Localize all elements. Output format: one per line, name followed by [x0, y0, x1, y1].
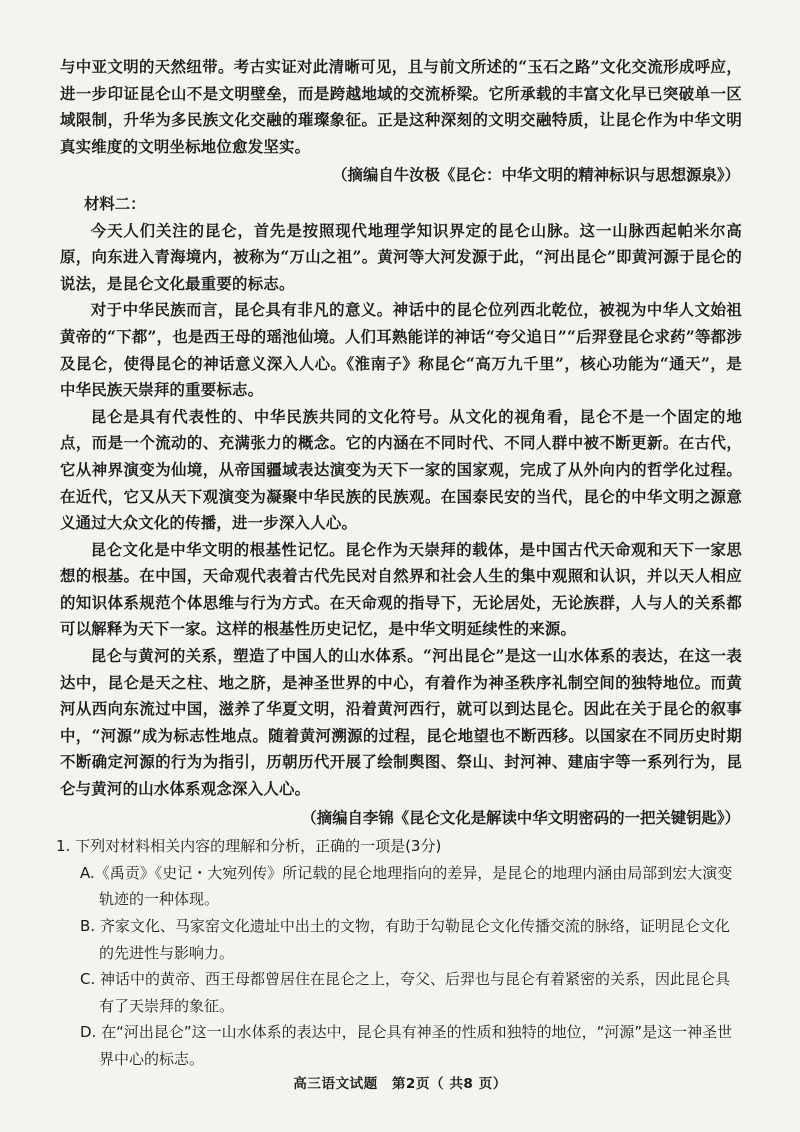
- material-two-paragraph: 对于中华民族而言，昆仑具有非凡的意义。神话中的昆仑位列西北乾位，被视为中华人文始祖黄帝的“下都”，也是西王母的瑶池仙境。人们耳熟能详的神话“夸父追日”“后羿登昆仑求药”等都涉及昆仑，使得昆仑的神话意义深入人心。《淮南子》称昆仑“高万九千里”，核心功能为“通天”，是中华民族天崇拜的重要标志。: [60, 301, 742, 400]
- question-stem: 1. 下列对材料相关内容的理解和分析，正确的一项是(3分): [56, 837, 442, 856]
- material-one-source: （摘编自牛汝极《昆仑：中华文明的精神标识与思想源泉》）: [332, 166, 740, 185]
- option-c: C. 神话中的黄帝、西王母都曾居住在昆仑之上，夸父、后羿也与昆仑有着紧密的关系，因此昆仑具有了天崇拜的象征。: [80, 970, 731, 1015]
- material-two-paragraph: 今天人们关注的昆仑，首先是按照现代地理学知识界定的昆仑山脉。这一山脉西起帕米尔高原，向东进入青海境内，被称为“万山之祖”。黄河等大河发源于此，“河出昆仑”即黄河源于昆仑的说法，是昆仑文化最重要的标志。: [60, 221, 742, 293]
- material-two-source: （摘编自李锦《昆仑文化是解读中华文明密码的一把关键钥匙》）: [301, 808, 740, 827]
- material-two-paragraph: 昆仑文化是中华文明的根基性记忆。昆仑作为天崇拜的载体，是中国古代天命观和天下一家思想的根基。在中国，天命观代表着古代先民对自然界和社会人生的集中观照和认识，并以天人相应的知识体系规范个体思维与行为方式。在天命观的指导下，无论居处，无论族群，人与人的关系都可以解释为天下一家。这样的根基性历史记忆，是中华文明延续性的来源。: [60, 540, 742, 639]
- material-two-paragraph: 昆仑是具有代表性的、中华民族共同的文化符号。从文化的视角看，昆仑不是一个固定的地点，而是一个流动的、充满张力的概念。它的内涵在不同时代、不同人群中被不断更新。在古代，它从神界演变为仙境，从帝国疆域表达演变为天下一家的国家观，完成了从外向内的哲学化过程。在近代，它又从天下观演变为凝聚中华民族的民族观。在国泰民安的当代，昆仑的中华文明之源意义通过大众文化的传播，进一步深入人心。: [60, 407, 742, 533]
- page-footer: 高三语文试题 第2页（ 共8 页）: [293, 1076, 507, 1092]
- material-two-heading: 材料二：: [84, 194, 146, 213]
- option-d: D. 在“河出昆仑”这一山水体系的表达中，昆仑具有神圣的性质和独特的地位，“河源”是这一神圣世界中心的标志。: [80, 1023, 733, 1068]
- material-one-ending-paragraph: 与中亚文明的天然纽带。考古实证对此清晰可见，且与前文所述的“玉石之路”文化交流形成呼应，进一步印证昆仑山不是文明壁垒，而是跨越地域的交流桥梁。它所承载的丰富文化早已突破单一区域限制，升华为多民族文化交融的璀璨象征。正是这种深刻的文明交融特质，让昆仑作为中华文明真实维度的文明坐标地位愈发坚实。: [60, 58, 742, 156]
- option-a: A.《禹贡》《史记・大宛列传》所记载的昆仑地理指向的差异，是昆仑的地理内涵由局部到宏大演变轨迹的一种体现。: [80, 863, 733, 909]
- material-two-paragraph: 昆仑与黄河的关系，塑造了中国人的山水体系。“河出昆仑”是这一山水体系的表达，在这一表达中，昆仑是天之柱、地之脐，是神圣世界的中心，有着作为神圣秩序礼制空间的独特地位。而黄河从西向东流过中国，滋养了华夏文明，沿着黄河西行，就可以到达昆仑。因此在关于昆仑的叙事中，“河源”成为标志性地点。随着黄河溯源的过程，昆仑地望也不断西移。以国家在不同历史时期不断确定河源的行为为指引，历朝历代开展了绘制舆图、祭山、封河神、建庙宇等一系列行为，昆仑与黄河的山水体系观念深入人心。: [60, 647, 742, 799]
- option-b: B. 齐家文化、马家窑文化遗址中出土的文物，有助于勾勒昆仑文化传播交流的脉络，证明昆仑文化的先进性与影响力。: [80, 917, 730, 962]
